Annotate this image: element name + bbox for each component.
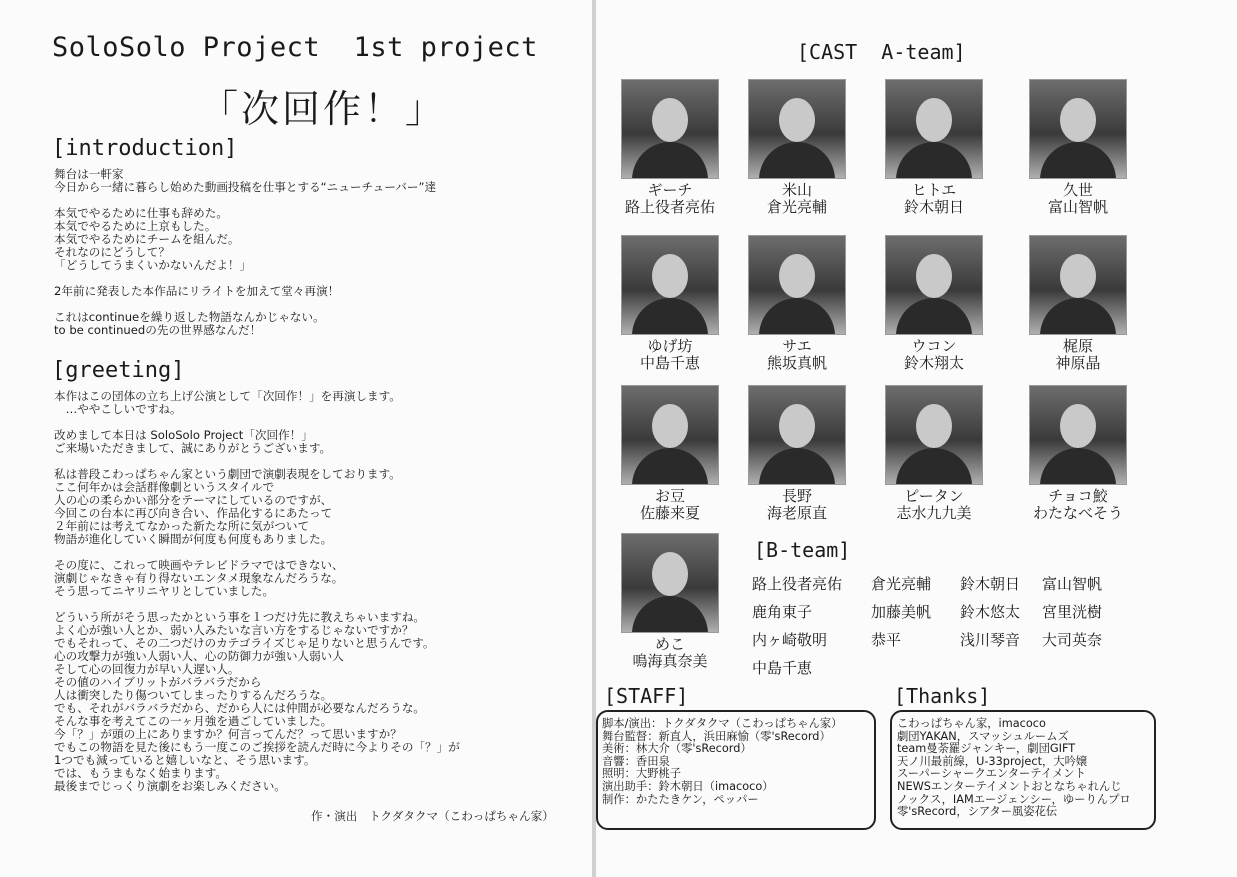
bteam-member: 内ヶ崎敬明 xyxy=(752,631,828,649)
staff-heading: [STAFF] xyxy=(604,684,689,708)
thanks-line: 天ノ川最前線，U-33project，大吟嬢 xyxy=(897,754,1088,768)
thanks-line: 劇団YAKAN，スマッシュルームズ xyxy=(897,729,1069,743)
staff-line: 音響：香田泉 xyxy=(602,754,670,768)
cast-photo xyxy=(1029,79,1127,179)
introduction-heading: [introduction] xyxy=(52,136,238,161)
cast-member xyxy=(727,385,867,522)
thanks-line: こわっぱちゃん家，imacoco xyxy=(897,717,1046,730)
thanks-box xyxy=(890,710,1156,830)
cast-role: ヒトエ xyxy=(911,181,957,199)
cast-photo xyxy=(885,79,983,179)
cast-photo xyxy=(621,235,719,335)
cast-member xyxy=(864,385,1004,522)
cast-actor: 鈴木翔太 xyxy=(903,354,964,372)
cast-actor: 海老原直 xyxy=(766,504,827,522)
cast-member xyxy=(1008,79,1148,216)
staff-line: 照明：大野桃子 xyxy=(602,767,682,781)
cast-role: 米山 xyxy=(781,181,812,199)
cast-role: お豆 xyxy=(654,487,685,505)
greeting-heading: [greeting] xyxy=(52,358,185,383)
cast-role: サエ xyxy=(782,337,812,355)
bteam-member: 鈴木悠太 xyxy=(960,603,1021,621)
cast-photo xyxy=(748,235,846,335)
cast-member xyxy=(600,235,740,372)
cast-b-heading: [B-team] xyxy=(754,538,851,562)
cast-actor: 鈴木朝日 xyxy=(903,198,964,216)
cast-photo xyxy=(885,235,983,335)
cast-member xyxy=(1008,385,1148,522)
thanks-line: team曼荼羅ジャンキー，劇団GIFT xyxy=(897,742,1076,756)
bteam-member: 鈴木朝日 xyxy=(960,575,1021,593)
cast-actor: 佐藤来夏 xyxy=(639,504,700,522)
cast-actor: 中島千恵 xyxy=(639,354,700,372)
bteam-member: 富山智帆 xyxy=(1042,575,1103,593)
bteam-member: 宮里洸樹 xyxy=(1042,603,1103,621)
bteam-member: 中島千恵 xyxy=(752,659,813,677)
cast-member xyxy=(600,533,740,670)
cast-photo xyxy=(748,385,846,485)
greeting-text: 本作はこの団体の立ち上げ公演として「次回作！」を再演します。 …ややこしいですね。 改めまして本日は SoloSolo Project「次回作！」 ご来場いただきまして、誠にありがとうございます。 私は普段こわっぱちゃん家という劇団で演劇表現をしております。 ここ何年かは会話群像劇というスタイルで 人の心の柔らかい部分をテーマにしているのですが、 今回この台本に再び向き合い、作品化するにあたって ２年前には考えてなかった新たな所に気がついて 物語が進化していく瞬間が何度も何度もありました。 その度に、これって映画やテレビドラマではできない、 演劇じゃなきゃ有り得ないエンタメ現象なんだろうな。 そう思ってニヤリニヤリとしていました。 どういう所がそう思ったかという事を１つだけ先に教えちゃいますね。 よく心が強い人とか、弱い人みたいな言い方をするじゃないですか？ でもそれって、その二つだけのカテゴライズじゃ足りないと思うんです。 心の攻撃力が強い人弱い人、心の防御力が強い人弱い人 そして心の回復力が早い人遅い人。 その値のハイブリットがバラバラだから 人は衝突したり傷ついてしまったりするんだろうな。 でも、それがバラバラだから、だから人には仲間が必要なんだろうな。 そんな事を考えてこの一ヶ月強を過ごしていました。 今「？」が頭の上にありますか？何言ってんだ？って思いますか？ でもこの物語を見た後にもう一度このご挨拶を読んだ時に今よりその「？」が 1つでも減っていると嬉しいなと、そう思います。 では、もうまもなく始まります。 最後までじっくり演劇をお楽しみください。 xyxy=(54,389,460,793)
staff-line: 舞台監督：新直人，浜田麻愉（零'sRecord） xyxy=(602,729,831,743)
cast-role: ウコン xyxy=(911,337,957,355)
thanks-line: ノックス，IAMエージェンシー，ゆーりんプロ xyxy=(897,792,1131,806)
cast-role: めこ xyxy=(654,635,685,653)
cast-role: ゆげ坊 xyxy=(647,337,693,355)
cast-member xyxy=(600,385,740,522)
cast-member xyxy=(600,79,740,216)
cast-role: 久世 xyxy=(1062,181,1093,199)
bteam-member: 浅川琴音 xyxy=(960,631,1021,649)
bteam-member: 路上役者亮佑 xyxy=(752,575,843,593)
cast-actor: 富山智帆 xyxy=(1047,198,1108,216)
cast-role: 梶原 xyxy=(1062,337,1093,355)
staff-line: 演出助手：鈴木朝日（imacoco） xyxy=(602,779,774,793)
staff-box xyxy=(596,710,876,830)
cast-role: 長野 xyxy=(781,487,812,505)
cast-actor: 倉光亮輔 xyxy=(766,198,827,216)
staff-line: 制作：かたたきケン，ペッパー xyxy=(602,792,759,806)
bteam-member: 鹿角東子 xyxy=(752,603,813,621)
thanks-line: スーパーシャークエンターテイメント xyxy=(897,767,1086,781)
bteam-member: 恭平 xyxy=(871,631,902,649)
cast-actor: 鳴海真奈美 xyxy=(632,652,708,670)
cast-a-heading: [CAST A-team] xyxy=(797,40,966,64)
cast-photo xyxy=(621,533,719,633)
cast-role: チョコ鮫 xyxy=(1048,487,1108,505)
bteam-member: 大司英奈 xyxy=(1042,631,1103,649)
thanks-line: NEWSエンターテイメントおとなちゃれんじ xyxy=(897,779,1122,793)
staff-line: 脚本/演出：トクダタクマ（こわっぱちゃん家） xyxy=(602,717,843,730)
cast-member xyxy=(727,235,867,372)
cast-actor: 路上役者亮佑 xyxy=(624,198,715,216)
cast-photo xyxy=(621,79,719,179)
cast-role: ギーチ xyxy=(647,181,693,199)
cast-actor: 神原晶 xyxy=(1055,354,1101,372)
cast-actor: 志水九九美 xyxy=(896,504,972,522)
cast-member xyxy=(864,235,1004,372)
bteam-member: 倉光亮輔 xyxy=(871,575,932,593)
introduction-text: 舞台は一軒家 今日から一緒に暮らし始めた動画投稿を仕事とする“ニューチューバー”達 本気でやるために仕事も辞めた。 本気でやるために上京もした。 本気でやるためにチームを組んだ。 それなのにどうして？ 「どうしてうまくいかないんだよ！」 2年前に発表した本作品にリライトを加えて堂々再演！ これはcontinueを繰り返した物語なんかじゃない。 to be continuedの先の世界感なんだ！ xyxy=(54,167,437,337)
cast-member xyxy=(864,79,1004,216)
cast-actor: わたなべそう xyxy=(1032,504,1123,522)
cast-photo xyxy=(1029,235,1127,335)
project-title: SoloSolo Project 1st project xyxy=(52,32,538,63)
cast-photo xyxy=(621,385,719,485)
play-title: 「次回作！」 xyxy=(200,87,447,131)
cast-member xyxy=(727,79,867,216)
cast-actor: 熊坂真帆 xyxy=(766,354,827,372)
staff-line: 美術：林大介（零'sRecord） xyxy=(602,742,752,756)
cast-photo xyxy=(885,385,983,485)
cast-member xyxy=(1008,235,1148,372)
author-credit: 作・演出 トクダタクマ（こわっぱちゃん家） xyxy=(311,809,554,823)
thanks-heading: [Thanks] xyxy=(894,684,991,708)
cast-photo xyxy=(748,79,846,179)
thanks-line: 零'sRecord，シアター風姿花伝 xyxy=(897,805,1058,819)
cast-role: ピータン xyxy=(904,487,964,505)
cast-photo xyxy=(1029,385,1127,485)
bteam-member: 加藤美帆 xyxy=(871,603,932,621)
